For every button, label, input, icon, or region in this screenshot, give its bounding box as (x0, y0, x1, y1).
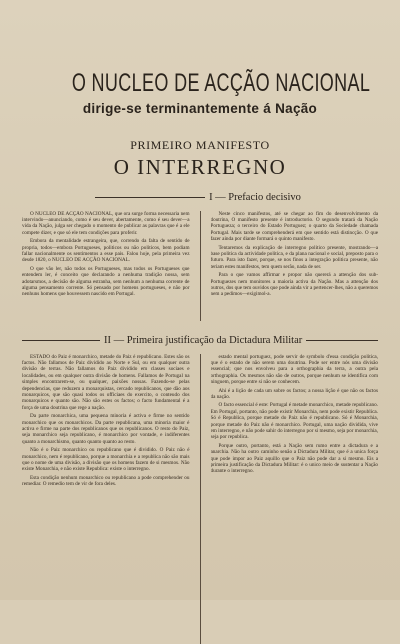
section1-column-left (22, 211, 190, 321)
heading-rule (22, 340, 100, 341)
section1-col2-para-3: Para o que vamos affirmar e propor não quererá a attenção dos sub-Portuguezes nem monitores a maioria activa da Nação. Mas a attenção dos outros, dos que tem ouvidos que pode ainda vir a pertencer-lhes, não a queremos nem a pedimos—exigimol-a. (210, 272, 378, 298)
section2-heading-text: II — Primeira justificação da Dictadura Militar (104, 334, 303, 346)
section2-col2-para-2: Ahi é a lição de cada um sobre os factos; a nossa lição é que não os factos da nação. (210, 387, 378, 400)
section1-heading (22, 192, 378, 203)
section1-col2-para-2: Tentaremos da explicação de interregno politico presente, mostrando—a base politica da actividade politica, e da plana nacional e social, preposto para o futuro. Para isto fazer, porque, se nos finos a integração politica presente, não teriam estes manifestos, tem quem serão, nada de ser. (210, 244, 378, 270)
section1-col1-para-3: O que vão ler, não todos os Portugueses, mas todos os Portugueses que entendem ler, é conceito que declarando a nenhuma tradição nossa, sem adotarsmos, a decisão de alguma estranha, sem nenhum a nenhuma corrente de alguma pensamento corrente. Só pensado por homens portugueses, e não por nenhuns homens que houvessem nascido em Portugal. (22, 265, 190, 298)
column-divider (200, 211, 201, 321)
section1-heading-text: I — Prefacio decisivo (209, 191, 301, 203)
column-divider (200, 354, 201, 644)
section2-col2-para-3: O facto essencial é este: Portugal é metade monarchico, metade republicano. Em Portugal, portanto, não pode existir Monarchia, nem pode existir Republica. Só é Republica, porque metade do Paiz não é republicano. Só é Monarchia, porque metade do Paiz não é monarchico. Portugal, uma nação dividida, vive em interregno, e não pode sahir do interregno por si mesmo, seja por monarchia, seja por republica. (210, 402, 378, 441)
heading-rule (95, 197, 205, 198)
section1-col1-para-1: O NUCLEO DE ACÇÃO NACIONAL, que ora surge forma necessaria nem intervindo—anunciando, como é seu dever, abertamente, como é seu dever—a vida da Nação, julga ser chegado o momento de publicar as palavras que é a ele compete dizer, e que só ele tem condições para proferir. (22, 210, 190, 236)
section2-col1-para-1: ESTADO do Paiz é monarchico, metade do Paiz é republicano. Estes são os factos. Não fallamos de Paiz dividido ao Norte e Sul, ou em qualquer outra divisão de terras. Não fallamos do Paiz dividido em classes sociaes e localidades, ou em qualquer outra divisão de homens. Fallamos de Portugal na simples encontrarem-se, ou qualquer, paixões nossas. Fazendo-se pelas dependencias, que reduzem a monarquistas, cercado republicanos, que dão aos monarquicos, que são quasi todos os officiaes do exercito, o conteudo dos monarquicos e quanto são. Não são estes os factos; o facto fundamental é a força de uma doutrina que rege a nação. (22, 353, 190, 411)
manifest-title: O INTERREGNO (113, 154, 287, 179)
section1-column-right (211, 211, 379, 321)
heading-rule (306, 340, 378, 341)
section2-columns (22, 354, 378, 644)
section1-col1-para-2: Embora da mentalidade estrangeira, que, correndo da falta de sentido de propria, todos—embora Portugueses, politicos ou não politicos, bem podiam fallar nacionalmente os sentimentos a esse pais. Falou hoje, pela primeira vez desde 1820, o NUCLEO DE ACÇÃO NACIONAL. (22, 238, 190, 264)
section2-column-left (22, 354, 190, 644)
manifest-label: PRIMEIRO MANIFESTO (130, 137, 270, 152)
section2-col1-para-2: Da parte monarchica, uma pequena minoria é activa e firme no sentido monarchico que os monarchicos. Da parte republicana, uma minoria maior é activa e firme na parte dos republicanos que os republicanos. O resto do Paiz, seja monarchico seja republicano, é monarchico por vontade, e indiferentes quanto a monarchismo, quanto quanto quanto ao resto. (22, 413, 190, 445)
section2-column-right (211, 354, 379, 644)
section2-heading (22, 335, 378, 346)
section1-col2-para-1: Neste cinco manifestos, até se chegar ao fim do desenvolvimento da doutrina, O manifesto presente é introductorio. O segundo tratará da Nação Portugueza; o terceiro do Estado Portuguez; o quarto da Sociedade chamada Portugal. Mais tarde se comprehenderá em que sentido está distincção. O que fazer ainda por diante formará o quinto manifesto. (210, 210, 378, 243)
section2-col1-para-4: Esta condição nenhum monarchico ou republicano a pode comprehender ou remediar. O remedio tem de vir de fora deles. (22, 474, 190, 488)
section2-col1-para-3: Não é o Paiz monarchico ou republicano que é dividido. O Paiz não é monarchico, nem é republicano, porque a monarchia e a republica não são mais que o nome de uma divisão, a divisão que os homens fazem de si mesmos. Não existe Monarchia, e não existe Republica: existe o interregno. (22, 447, 190, 473)
section2-col2-para-1: estado mental portuguez, pode servir de symbolo d'essa condição politica, que é o estado de não serem uma doutrina. Pode ser entre nós uma divisão essencial; que nos envolveu para a orthographia da terra, a outra pela orthographia. Os mesmos não são de outros, porque nenhum se identifica com ninguem, porque entre si não se conhecem. (210, 353, 378, 386)
section2-col2-para-4: Porque outro, portanto, está a Nação sem rumo entre a dictadura e a anarchia. Não ha outro caminho senão a Dictadura Militar, que é a unica força que pode impor ao Paiz aquillo que o Paiz não pode dar a si mesmo. Eis a primeira justificação da Dictadura Militar: é o unico meio de sustentar a Nação durante o interregno. (210, 442, 378, 475)
main-title: O NUCLEO DE ACÇÃO NACIONAL (71, 69, 371, 97)
section1-columns (22, 211, 378, 321)
subtitle: dirige-se terminantemente á Nação (82, 100, 318, 116)
